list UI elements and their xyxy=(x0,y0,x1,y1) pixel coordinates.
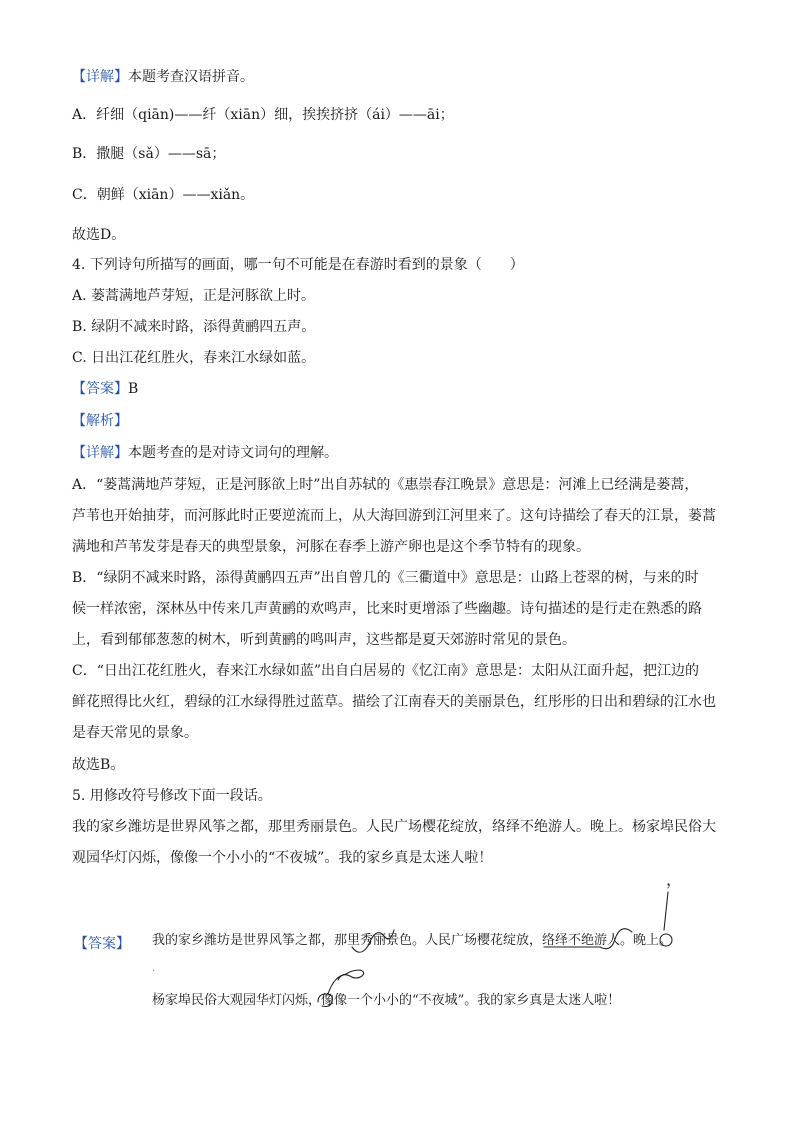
answer-image-line-1: 我的家乡潍坊是世界风筝之都，那里秀丽景色。人民广场樱花绽放，络绎不绝游人。晚上。 xyxy=(152,933,673,948)
inserted-comma-mark: ， xyxy=(666,870,683,889)
question-4-option-c: C. 日出江花红胜火，春来江水绿如蓝。 xyxy=(72,350,316,366)
question-4-option-b: B. 绿阴不减来时路，添得黄鹂四五声。 xyxy=(72,319,316,335)
para-b-line-3: 上，看到郁郁葱葱的树木，听到黄鹂的鸣叫声，这些都是夏天郊游时常见的景色。 xyxy=(72,632,576,648)
option-a-pinyin: A．纤细（qiān)——纤（xiān）细，挨挨挤挤（ái）——āi； xyxy=(72,107,454,123)
question-4-option-a: A. 蒌蒿满地芦芽短，正是河豚欲上时。 xyxy=(72,288,316,304)
option-b-pinyin: B．撒腿（sǎ）——sā； xyxy=(72,146,226,162)
detail-tag: 【详解】 xyxy=(72,69,128,85)
answer-image-tag: 【答案】 xyxy=(74,936,130,952)
para-c-line-1: C．“日出江花红胜火，春来江水绿如蓝”出自白居易的《忆江南》意思是：太阳从江面升起，把江边的 xyxy=(72,663,700,679)
para-a-line-2: 芦苇也开始抽芽，而河豚此时正要逆流而上，从大海回游到江河里来了。这句诗描绘了春天的江景，蒌蒿 xyxy=(72,508,716,524)
para-c-line-2: 鲜花照得比火红，碧绿的江水绿得胜过蓝草。描绘了江南春天的美丽景色，红彤彤的日出和碧绿的江水也 xyxy=(72,694,716,710)
para-a-line-1: A．“蒌蒿满地芦芽短，正是河豚欲上时”出自苏轼的《惠崇春江晚景》意思是：河滩上已经满是蒌蒿， xyxy=(72,477,699,493)
question-5-passage-line-2: 观园华灯闪烁，像像一个小小的“不夜城”。我的家乡真是太迷人啦！ xyxy=(72,850,493,866)
insertion-line xyxy=(664,892,668,930)
detail-text-2: 本题考查的是对诗文词句的理解。 xyxy=(128,445,338,461)
answer-value: B xyxy=(128,381,139,397)
option-c-pinyin: C．朝鲜（xiān）——xiǎn。 xyxy=(72,187,255,203)
question-5: 5. 用修改符号修改下面一段话。 xyxy=(72,788,272,804)
para-c-line-3: 是春天常见的景象。 xyxy=(72,725,198,741)
choice-line: 故选D。 xyxy=(72,227,126,243)
swap-mark-2 xyxy=(544,929,632,949)
detail-text: 本题考查汉语拼音。 xyxy=(128,69,254,85)
insertion-circle xyxy=(660,934,672,946)
para-b-line-1: B．“绿阴不减来时路，添得黄鹂四五声”出自曾几的《三衢道中》意思是：山路上苍翠的树，与来的时 xyxy=(72,570,699,586)
answer-image-line-2: 杨家埠民俗大观园华灯闪烁，像像一个小小的“不夜城”。我的家乡真是太迷人啦！ xyxy=(152,993,621,1008)
question-4: 4. 下列诗句所描写的画面，哪一句不可能是在春游时看到的景象（ ） xyxy=(72,257,524,273)
para-b-line-2: 候一样浓密，深林丛中传来几声黄鹂的欢鸣声，比来时更增添了些幽趣。诗句描述的是行走在熟悉的路 xyxy=(72,601,702,617)
stray-dot: · xyxy=(152,966,156,977)
answer-tag: 【答案】 xyxy=(72,381,128,397)
detail-tag-2: 【详解】 xyxy=(72,445,128,461)
question-5-passage-line-1: 我的家乡潍坊是世界风筝之都，那里秀丽景色。人民广场樱花绽放，络绎不绝游人。晚上。杨家埠民俗大 xyxy=(72,819,716,835)
analysis-tag: 【解析】 xyxy=(72,413,128,429)
choice-line-2: 故选B。 xyxy=(72,757,125,773)
deletion-mark xyxy=(318,970,364,1007)
para-a-line-3: 满地和芦苇发芽是春天的典型景象，河豚在春季上游产卵也是这个季节特有的现象。 xyxy=(72,539,590,555)
swap-mark-1 xyxy=(352,930,394,952)
